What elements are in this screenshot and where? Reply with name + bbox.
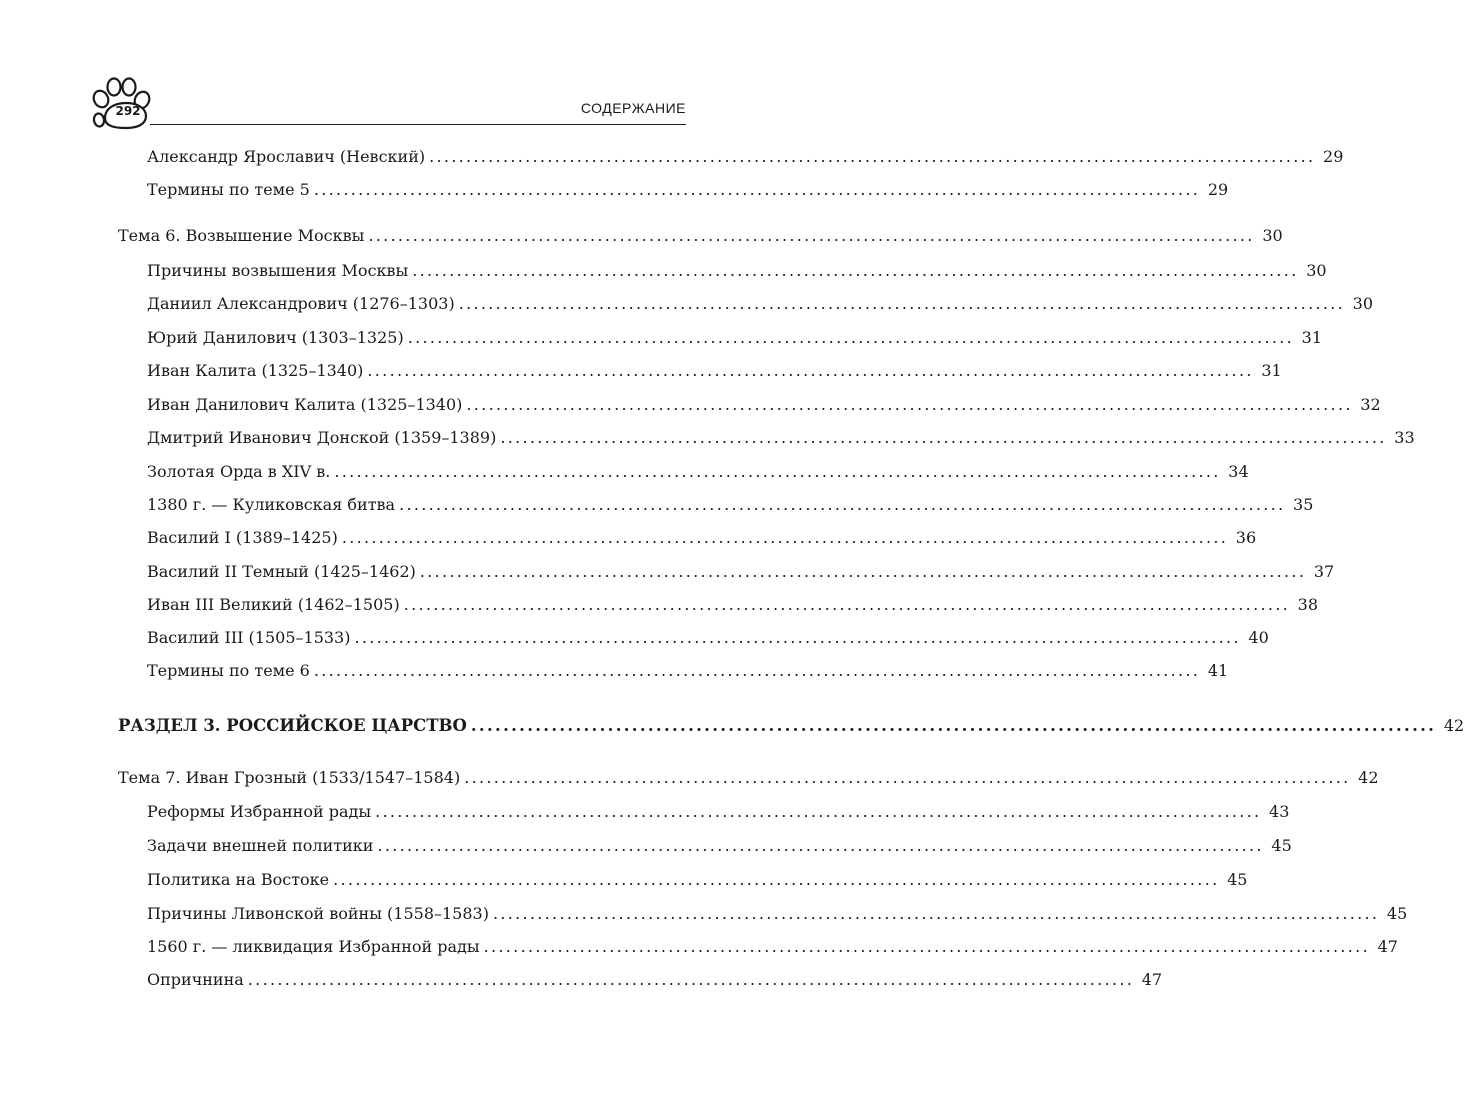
toc-entry[interactable] xyxy=(147,259,1327,283)
toc-entry[interactable] xyxy=(147,868,1248,892)
dot-leader: ........................................................................................................................ xyxy=(429,147,1316,166)
toc-entry-page: 42 xyxy=(1358,768,1379,787)
dot-leader: ........................................................................................................................ xyxy=(412,261,1299,280)
dot-leader: ........................................................................................................................ xyxy=(377,836,1264,855)
toc-entry-title: Александр Ярославич (Невский) xyxy=(147,147,426,166)
toc-entry[interactable] xyxy=(147,460,1249,484)
dot-leader: ........................................................................................................................ xyxy=(500,428,1387,447)
toc-entry-title: Даниил Александрович (1276–1303) xyxy=(147,294,455,313)
toc-entry-title: Василий III (1505–1533) xyxy=(147,628,351,647)
toc-entry[interactable] xyxy=(147,326,1322,350)
toc-entry-title: Термины по теме 5 xyxy=(147,180,310,199)
toc-entry[interactable] xyxy=(147,626,1269,650)
toc-entry[interactable] xyxy=(118,766,1379,790)
dot-leader: ........................................................................................................................ xyxy=(354,628,1241,647)
toc-entry[interactable] xyxy=(147,178,1229,202)
toc-entry-title: Опричнина xyxy=(147,970,244,989)
dot-leader: ........................................................................................................................ xyxy=(407,328,1294,347)
dot-leader: ........................................................................................................................ xyxy=(466,395,1353,414)
toc-entry-title: 1380 г. — Куликовская битва xyxy=(147,495,396,514)
dot-leader: ........................................................................................................................ xyxy=(470,716,1437,735)
toc-entry-title: Реформы Избранной рады xyxy=(147,802,372,821)
page-number: 292 xyxy=(115,104,141,118)
toc-entry-title: Василий II Темный (1425–1462) xyxy=(147,562,416,581)
toc-entry[interactable] xyxy=(147,834,1292,858)
toc-entry[interactable] xyxy=(147,659,1229,683)
dot-leader: ........................................................................................................................ xyxy=(458,294,1345,313)
toc-entry-title: Дмитрий Иванович Донской (1359–1389) xyxy=(147,428,497,447)
toc-entry[interactable] xyxy=(147,426,1415,450)
toc-entry-title: Задачи внешней политики xyxy=(147,836,374,855)
toc-entry[interactable] xyxy=(147,560,1335,584)
toc-entry-title: Причины возвышения Москвы xyxy=(147,261,409,280)
toc-entry[interactable] xyxy=(147,493,1314,517)
toc-entry-page: 43 xyxy=(1269,802,1290,821)
toc-entry-page: 34 xyxy=(1228,462,1249,481)
toc-entry-page: 45 xyxy=(1386,904,1408,923)
dot-leader: ........................................................................................................................ xyxy=(403,595,1290,614)
toc-entry-title: РАЗДЕЛ 3. РОССИЙСКОЕ ЦАРСТВО xyxy=(118,716,467,735)
toc-entry[interactable] xyxy=(147,526,1257,550)
toc-entry[interactable] xyxy=(147,292,1373,316)
dot-leader: ........................................................................................................................ xyxy=(419,562,1307,581)
toc-entry-title: Тема 6. Возвышение Москвы xyxy=(118,226,365,245)
toc-entry-title: Иван Калита (1325–1340) xyxy=(147,361,364,380)
toc-entry-page: 35 xyxy=(1293,495,1314,514)
toc-entry-title: Политика на Востоке xyxy=(147,870,330,889)
toc-entry-page: 45 xyxy=(1271,836,1292,855)
toc-entry[interactable] xyxy=(118,224,1283,248)
dot-leader: ........................................................................................................................ xyxy=(313,180,1201,199)
toc-entry[interactable] xyxy=(147,359,1282,383)
toc-entry-page: 32 xyxy=(1360,395,1381,414)
toc-entry-title: Причины Ливонской войны (1558–1583) xyxy=(147,904,489,923)
toc-entry[interactable] xyxy=(147,800,1290,824)
toc-section-heading[interactable] xyxy=(118,714,1464,738)
toc-entry-title: Иван III Великий (1462–1505) xyxy=(147,595,400,614)
toc-entry-page: 42 xyxy=(1443,716,1464,735)
toc-entry-page: 29 xyxy=(1323,147,1344,166)
dot-leader: ........................................................................................................................ xyxy=(399,495,1286,514)
dot-leader: ........................................................................................................................ xyxy=(367,361,1254,380)
toc-entry-title: Иван Данилович Калита (1325–1340) xyxy=(147,395,463,414)
toc-entry-page: 47 xyxy=(1377,937,1398,956)
dot-leader: ........................................................................................................................ xyxy=(368,226,1255,245)
toc-entry[interactable] xyxy=(147,935,1398,959)
toc-entry-title: Золотая Орда в XIV в. xyxy=(147,462,331,481)
toc-entry-page: 30 xyxy=(1352,294,1373,313)
toc-entry[interactable] xyxy=(147,968,1163,992)
running-title: СОДЕРЖАНИЕ xyxy=(580,100,686,116)
toc-entry-title: Василий I (1389–1425) xyxy=(147,528,338,547)
toc-entry-page: 31 xyxy=(1261,361,1282,380)
toc-entry[interactable] xyxy=(147,593,1318,617)
toc-entry-page: 38 xyxy=(1297,595,1318,614)
toc-entry-page: 30 xyxy=(1262,226,1283,245)
toc-entry-page: 47 xyxy=(1141,970,1163,989)
dot-leader: ........................................................................................................................ xyxy=(334,462,1221,481)
toc-entry-title: Тема 7. Иван Грозный (1533/1547–1584) xyxy=(118,768,461,787)
dot-leader: ........................................................................................................................ xyxy=(492,904,1380,923)
toc-entry-page: 41 xyxy=(1207,661,1229,680)
toc-entry-page: 45 xyxy=(1227,870,1248,889)
toc-entry[interactable] xyxy=(147,902,1408,926)
dot-leader: ........................................................................................................................ xyxy=(464,768,1351,787)
dot-leader: ........................................................................................................................ xyxy=(247,970,1135,989)
toc-entry[interactable] xyxy=(147,145,1344,169)
toc-entry-page: 40 xyxy=(1248,628,1269,647)
dot-leader: ........................................................................................................................ xyxy=(483,937,1370,956)
toc-entry-title: 1560 г. — ликвидация Избранной рады xyxy=(147,937,480,956)
dot-leader: ........................................................................................................................ xyxy=(341,528,1229,547)
toc-entry-page: 29 xyxy=(1207,180,1229,199)
toc-entry-page: 33 xyxy=(1394,428,1415,447)
toc-entry-page: 36 xyxy=(1235,528,1257,547)
toc-entry-page: 30 xyxy=(1306,261,1327,280)
toc-entry-page: 37 xyxy=(1313,562,1335,581)
dot-leader: ........................................................................................................................ xyxy=(375,802,1262,821)
toc-entry[interactable] xyxy=(147,393,1381,417)
toc-entry-title: Термины по теме 6 xyxy=(147,661,310,680)
toc-entry-page: 31 xyxy=(1301,328,1322,347)
dot-leader: ........................................................................................................................ xyxy=(333,870,1220,889)
dot-leader: ........................................................................................................................ xyxy=(313,661,1201,680)
toc-entry-title: Юрий Данилович (1303–1325) xyxy=(147,328,404,347)
